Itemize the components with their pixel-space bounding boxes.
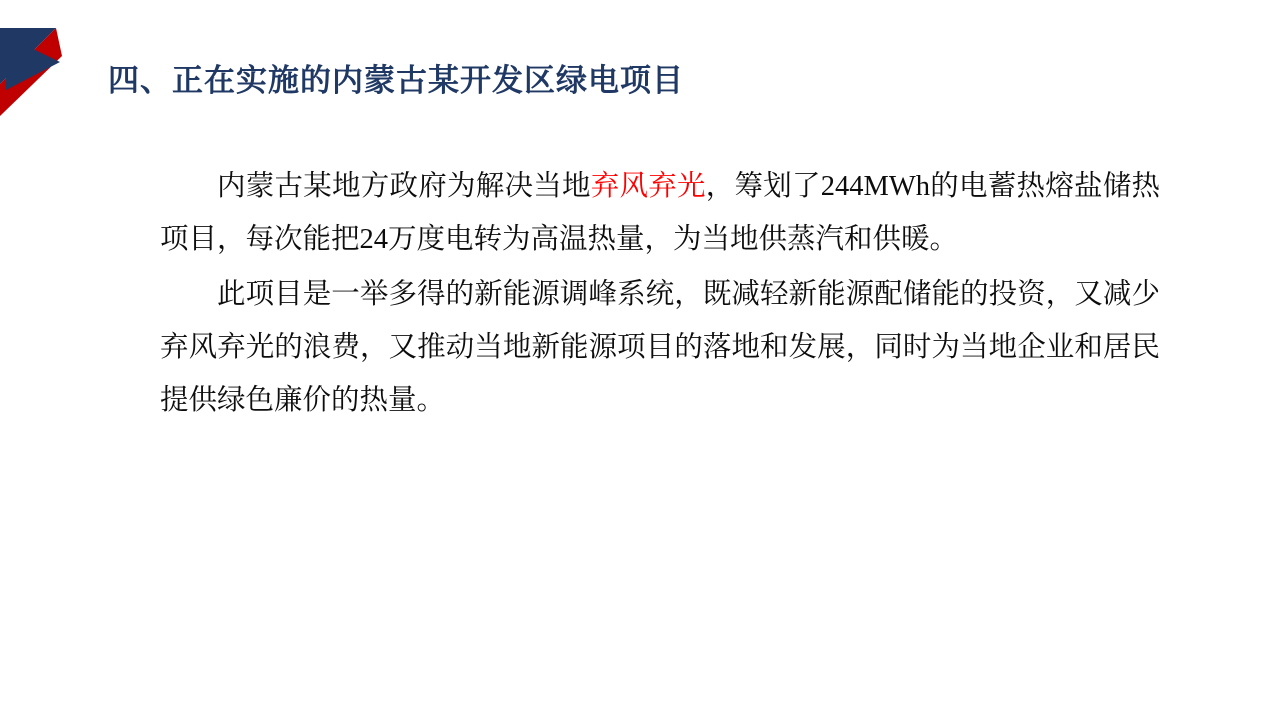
paragraph-2-segment-1: 此项目是一举多得的新能源调峰系统，既减轻新能源配储能的投资，又减少弃风弃光的浪费，又推动当地新能源项目的落地和发展，同时为当地企业和居民提供绿色廉价的热量。 bbox=[160, 279, 1160, 416]
paragraph-1 bbox=[160, 160, 1160, 266]
paragraph-1-highlight: 弃风弃光 bbox=[590, 171, 706, 202]
corner-decoration-icon bbox=[0, 28, 72, 116]
paragraph-1-segment-1: 内蒙古某地方政府为解决当地 bbox=[217, 171, 591, 202]
body-text bbox=[160, 160, 1160, 427]
paragraph-1-segment-3: ，筹划了244MWh的电蓄热熔盐储热项目，每次能把24万度电转为高温热量，为当地供蒸汽和供暖。 bbox=[160, 171, 1160, 255]
page-title: 四、正在实施的内蒙古某开发区绿电项目 bbox=[108, 63, 684, 98]
paragraph-2 bbox=[160, 268, 1160, 427]
